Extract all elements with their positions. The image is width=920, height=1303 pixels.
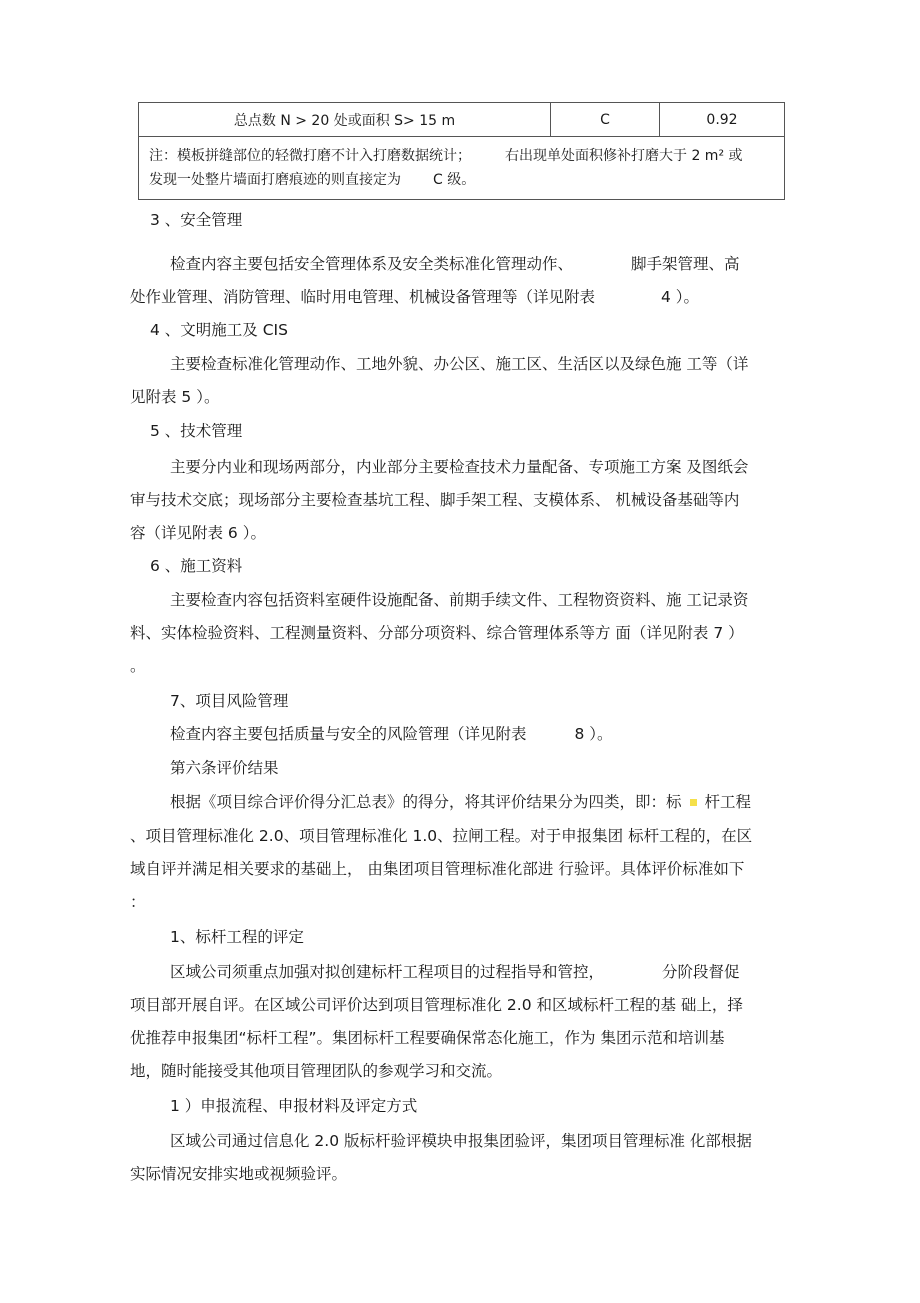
table-row xyxy=(139,103,785,137)
note-text-2: 发现一处整片墙面打磨痕迹的则直接定为 xyxy=(149,172,401,188)
highlight-marker-icon xyxy=(690,799,697,806)
paragraph-line: 审与技术交底；现场部分主要检查基坑工程、脚手架工程、支模体系、 机械设备基础等内 xyxy=(130,491,740,509)
paragraph-line: ： xyxy=(130,893,146,911)
section-7-title: 7、项目风险管理 xyxy=(170,692,289,710)
subsection-1-title: 1、标杆工程的评定 xyxy=(170,928,304,946)
table-note-cell xyxy=(139,137,785,200)
paragraph-line: 检查内容主要包括安全管理体系及安全类标准化管理动作、 脚手架管理、高 xyxy=(170,255,740,273)
paragraph-line: 项目部开展自评。在区域公司评价达到项目管理标准化 2.0 和区域标杆工程的基 础上，择 xyxy=(130,996,743,1014)
article-6-title: 第六条评价结果 xyxy=(170,759,279,777)
grade-table xyxy=(138,102,785,200)
section-3-title: 3 、安全管理 xyxy=(150,211,243,229)
paragraph-line: 域自评并满足相关要求的基础上， 由集团项目管理标准化部进 行验评。具体评价标准如下 xyxy=(130,860,745,878)
paragraph-line: 处作业管理、消防管理、临时用电管理、机械设备管理等（详见附表 4 ）。 xyxy=(130,288,700,306)
coefficient-cell: 0.92 xyxy=(660,103,785,137)
paragraph-line: 主要检查标准化管理动作、工地外貌、办公区、施工区、生活区以及绿色施 工等（详 xyxy=(170,355,749,373)
paragraph-line: 料、实体检验资料、工程测量资料、分部分项资料、综合管理体系等方 面（详见附表 7 ） xyxy=(130,624,744,642)
note-text-2b: C 级。 xyxy=(433,172,476,188)
paragraph-line: 。 xyxy=(130,657,146,675)
paragraph-line: 见附表 5 ）。 xyxy=(130,388,220,406)
paragraph-line: 优推荐申报集团“标杆工程”。集团标杆工程要确保常态化施工，作为 集团示范和培训基 xyxy=(130,1029,725,1047)
paragraph-line: 实际情况安排实地或视频验评。 xyxy=(130,1165,348,1183)
note-text-1a: 注：模板拼缝部位的轻微打磨不计入打磨数据统计； xyxy=(149,148,471,164)
section-6-title: 6 、施工资料 xyxy=(150,557,243,575)
paragraph-line: 检查内容主要包括质量与安全的风险管理（详见附表 8 ）。 xyxy=(170,725,613,743)
note-text-1b: 右出现单处面积修补打磨大于 2 m² 或 xyxy=(505,148,743,164)
condition-cell: 总点数 N > 20 处或面积 S> 15 m xyxy=(139,103,551,137)
paragraph-line: 根据《项目综合评价得分汇总表》的得分，将其评价结果分为四类，即：标 杆工程 xyxy=(170,793,752,811)
paragraph-line: 、项目管理标准化 2.0、项目管理标准化 1.0、拉闸工程。对于申报集团 标杆工程的，在区 xyxy=(130,827,753,845)
paragraph-line: 区域公司通过信息化 2.0 版标杆验评模块申报集团验评，集团项目管理标准 化部根据 xyxy=(170,1132,752,1150)
grade-cell: C xyxy=(551,103,660,137)
table-note-row xyxy=(139,137,785,200)
subsection-1a-title: 1 ）申报流程、申报材料及评定方式 xyxy=(170,1097,418,1115)
paragraph-line: 容（详见附表 6 ）。 xyxy=(130,524,266,542)
paragraph-line: 地，随时能接受其他项目管理团队的参观学习和交流。 xyxy=(130,1062,503,1080)
paragraph-line: 区域公司须重点加强对拟创建标杆工程项目的过程指导和管控， 分阶段督促 xyxy=(170,963,740,981)
section-5-title: 5 、技术管理 xyxy=(150,422,243,440)
paragraph-line: 主要分内业和现场两部分，内业部分主要检查技术力量配备、专项施工方案 及图纸会 xyxy=(170,458,749,476)
paragraph-line: 主要检查内容包括资料室硬件设施配备、前期手续文件、工程物资资料、施 工记录资 xyxy=(170,591,749,609)
section-4-title: 4 、文明施工及 CIS xyxy=(150,321,288,339)
